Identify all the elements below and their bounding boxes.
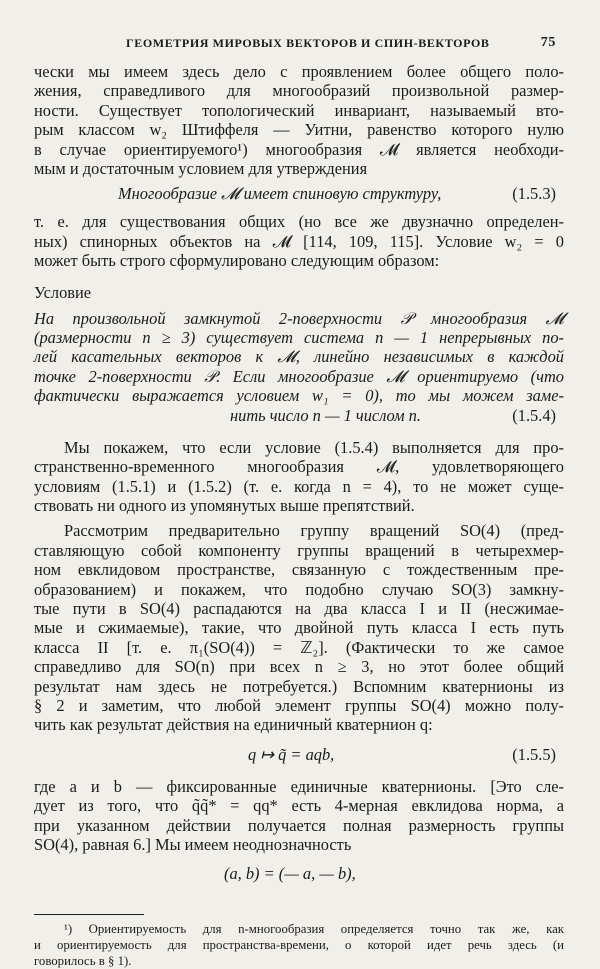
text-line: мые и сжимаемые), такие, что двойной путь класса I есть путь: [34, 618, 564, 638]
text-line: образованием) и покажем, что подобно случаю SO(3) замкну-: [34, 579, 564, 599]
condition-heading: Условие: [34, 282, 92, 302]
page-number: 75: [540, 35, 556, 50]
book-page: [34, 30, 564, 969]
text-line: SO(4), равная 6.] Мы имеем неоднозначность: [34, 835, 352, 854]
footnote-rule: [34, 914, 144, 915]
text-line: ных) спинорных объектов на 𝓜 [114, 109, 115]. Условие w₂ = 0: [34, 231, 564, 251]
equation-text: (a, b) = (— a, — b),: [224, 864, 356, 884]
footnote: [34, 921, 564, 969]
text-line: Мы покажем, что если условие (1.5.4) выполняется для про-: [64, 437, 564, 457]
text-line: т. е. для существования общих (но все же двузначно определен-: [34, 212, 564, 232]
text-line: Рассмотрим предварительно группу вращений SO(4) (пред-: [64, 521, 564, 541]
paragraph-4: [34, 521, 564, 734]
text-line: класса II [т. е. π₁(SO(4)) = ℤ₂]. (Фактически то же самое: [34, 637, 564, 657]
text-line: лей касательных векторов к 𝓜, линейно независимых в каждой: [34, 347, 564, 367]
text-line: мым и достаточным условием для утверждения: [34, 159, 368, 179]
equation-number: (1.5.4): [512, 405, 556, 425]
running-head: [34, 30, 564, 56]
text-line: в случае ориентируемого¹) многообразия 𝓜 является необходи-: [34, 139, 564, 159]
equation-ambiguity: [34, 864, 564, 886]
text-line: странственно-временного многообразия 𝓜, удовлетворяющего: [34, 457, 564, 477]
footnote-line: и ориентируемость для пространства-времени, о которой идет речь здесь (и: [34, 938, 564, 953]
text-line: На произвольной замкнутой 2-поверхности 𝒫 многообразия 𝓜: [34, 308, 564, 328]
text-line: справедливо для SO(n) при всех n ≥ 3, но этот более общий: [34, 657, 564, 677]
equation-text: q ↦ q̃ = aqb,: [248, 744, 335, 764]
paragraph-5: [34, 777, 564, 855]
footnote-line: ¹) Ориентируемость для n-многообразия определяется точно так же, как: [64, 922, 564, 937]
text-line: ставляющую собой компоненту группы вращений в четырехмер-: [34, 540, 564, 560]
text-line: ствовать ни одного из упомянутых выше препятствий.: [34, 495, 415, 515]
paragraph-3: [34, 438, 564, 516]
text-line: ном евклидовом пространстве, связанную с тождественным пре-: [34, 560, 564, 580]
equation-number: (1.5.5): [512, 744, 556, 764]
text-line: § 2 и заметим, что любой элемент группы SO(4) можно полу-: [34, 695, 564, 715]
text-line: дует из того, что q̃q̃* = qq* есть 4-мерная евклидова норма, а: [34, 796, 564, 816]
text-line: (размерности n ≥ 3) существует система n — 1 непрерывных по-: [34, 328, 564, 348]
text-line: может быть строго сформулировано следующим образом:: [34, 251, 440, 271]
running-head-title: ГЕОМЕТРИЯ МИРОВЫХ ВЕКТОРОВ И СПИН-ВЕКТОРОВ: [126, 36, 490, 50]
text-line: рым классом w₂ Штиффеля — Уитни, равенство которого нулю: [34, 120, 564, 140]
text-line: жения, справедливого для многообразий произвольной размер-: [34, 81, 564, 101]
text-line: тые пути в SO(4) распадаются на два класса I и II (несжимае-: [34, 598, 564, 618]
equation-1-5-4: [34, 406, 564, 428]
text-line: точке 2-поверхности 𝒫. Если многообразие 𝓜 ориентируемо (что: [34, 366, 564, 386]
text-line: ности. Существует топологический инвариант, называемый вто-: [34, 100, 564, 120]
equation-text: нить число n — 1 числом n.: [230, 405, 421, 425]
paragraph-2: [34, 212, 564, 270]
equation-number: (1.5.3): [512, 184, 556, 204]
text-line: условиям (1.5.1) и (1.5.2) (т. е. когда n = 4), то не может суще-: [34, 476, 564, 496]
equation-1-5-3: [34, 184, 564, 206]
footnote-line: говорилось в § 1).: [34, 954, 132, 969]
condition-statement: [34, 309, 564, 406]
text-line: при указанном действии получается полная размерность группы: [34, 815, 564, 835]
paragraph-1: [34, 62, 564, 178]
text-line: чески мы имеем здесь дело с проявлением более общего поло-: [34, 62, 564, 81]
text-line: фактически выражается условием w₁ = 0), то мы можем заме-: [34, 386, 564, 406]
text-line: где a и b — фиксированные единичные кватернионы. [Это сле-: [34, 776, 564, 796]
equation-1-5-5: [34, 745, 564, 767]
text-line: чить как результат действия на единичный кватернион q:: [34, 715, 433, 735]
text-line: результат нам здесь не потребуется.) Вспомним кватернионы из: [34, 676, 564, 696]
equation-text: Многообразие 𝓜 имеет спиновую структуру,: [118, 184, 442, 204]
